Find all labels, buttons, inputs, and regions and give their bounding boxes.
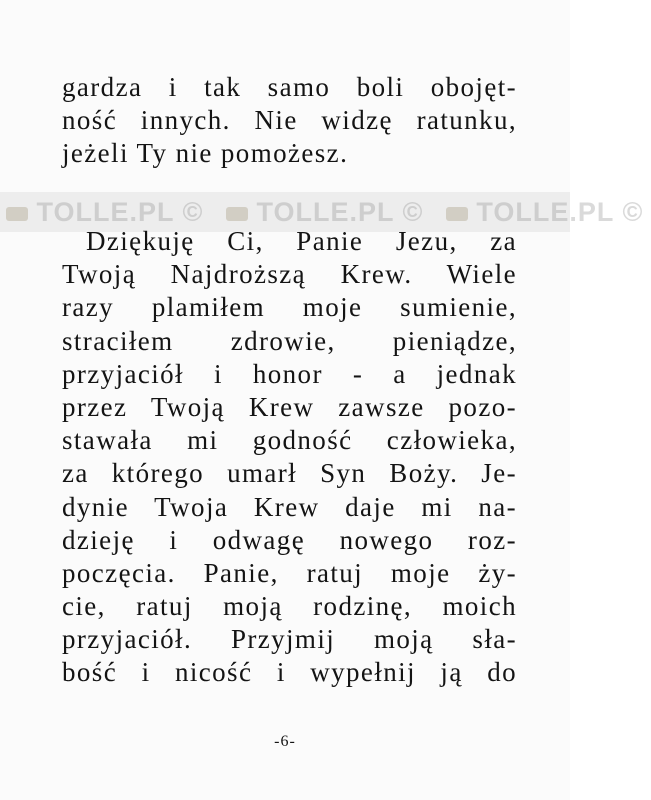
text-line: ność innych. Nie widzę ratunku, (62, 105, 517, 136)
text-line: za którego umarł Syn Boży. Je- (62, 458, 517, 489)
watermark-logo-icon (6, 207, 28, 221)
page-number: -6- (274, 733, 296, 750)
text-line: razy plamiłem moje sumienie, (62, 292, 517, 323)
text-line: przyjaciół i honor - a jednak (62, 358, 517, 389)
paragraph-2 (62, 225, 517, 690)
text-line: jeżeli Ty nie pomożesz. (62, 138, 349, 169)
watermark-text: TOLLE.PL © (476, 197, 644, 227)
text-line: dzieję i odwagę nowego roz- (62, 524, 517, 555)
text-line: przyjaciół. Przyjmij moją sła- (62, 624, 517, 655)
text-line: bość i nicość i wypełnij ją do (62, 657, 517, 688)
text-line: przez Twoją Krew zawsze pozo- (62, 391, 517, 422)
watermark-logo-icon (446, 207, 468, 221)
text-line: cie, ratuj moją rodzinę, moich (62, 591, 517, 622)
watermark-logo-icon (226, 207, 248, 221)
text-line: gardza i tak samo boli obojęt- (62, 72, 517, 102)
watermark-text: TOLLE.PL © (256, 197, 424, 227)
watermark-text: TOLLE.PL © (36, 197, 204, 227)
text-line: poczęcia. Panie, ratuj moje ży- (62, 557, 517, 588)
text-line: straciłem zdrowie, pieniądze, (62, 325, 517, 356)
text-line: dynie Twoja Krew daje mi na- (62, 491, 517, 522)
paragraph-1 (62, 71, 517, 171)
text-line: stawała mi godność człowieka, (62, 425, 517, 456)
text-line: Twoją Najdroższą Krew. Wiele (62, 259, 517, 290)
text-line: Dziękuję Ci, Panie Jezu, za (86, 226, 517, 256)
